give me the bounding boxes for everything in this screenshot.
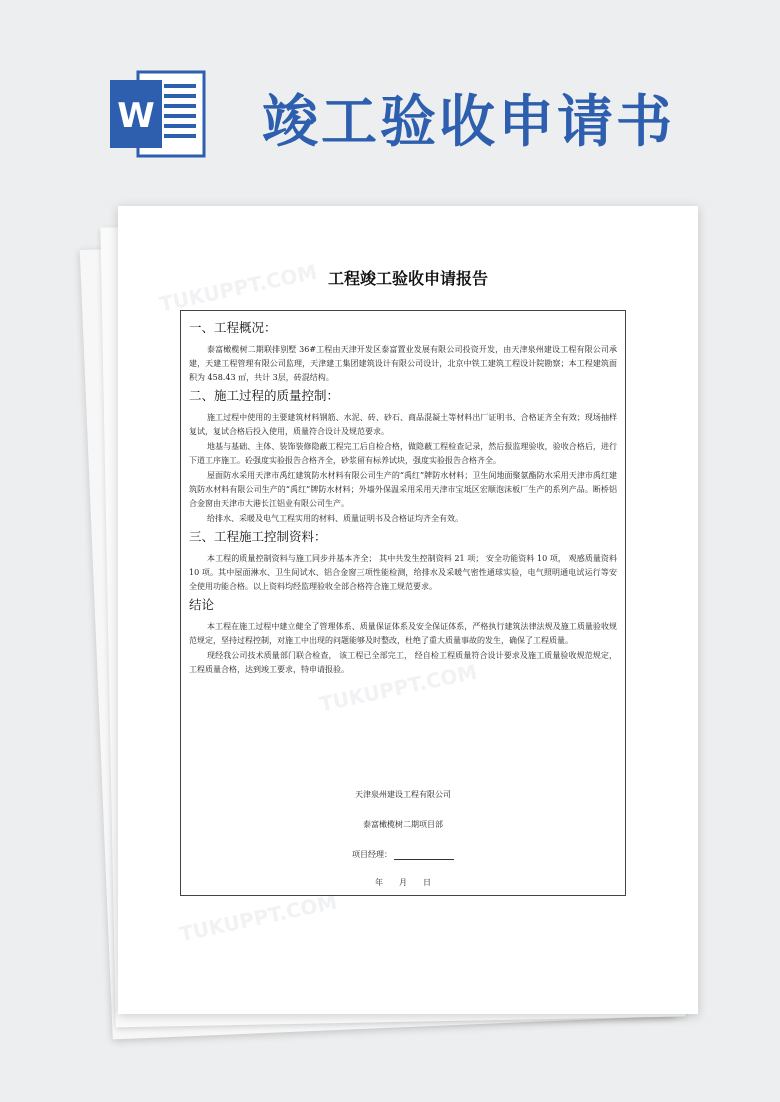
watermark: TUKUPPT.COM <box>317 659 480 717</box>
watermark: TUKUPPT.COM <box>177 889 340 947</box>
watermark: TUKUPPT.COM <box>157 259 320 317</box>
header-banner <box>0 0 780 190</box>
report-frame <box>180 310 626 896</box>
paragraph: 施工过程中使用的主要建筑材料钢筋、水泥、砖、砂石、商品混凝土等材料出厂证明书、合格证齐全有效；现场抽样复试，复试合格后投入使用，质量符合设计及规范要求。 <box>189 413 617 436</box>
manager-label: 项目经理： <box>352 850 392 859</box>
paragraph: 地基与基础、主体、装饰装修隐蔽工程完工后自检合格，做隐蔽工程检查记录，然后报监理验收，验收合格后，进行下道工序施工。砼强度实验报告合格齐全，砂浆留有标养试块，强度实验报告合格齐全。 <box>189 442 617 465</box>
section-heading: 结论 <box>189 597 215 612</box>
section-heading: 一、工程概况： <box>189 320 277 335</box>
banner-title: 竣工验收申请书 <box>262 90 675 155</box>
word-document-icon <box>108 68 208 160</box>
signature-manager <box>181 849 625 860</box>
paragraph: 给排水、采暖及电气工程实用的材料、质量证明书及合格证均齐全有效。 <box>207 514 463 523</box>
manager-signature-line <box>394 859 454 860</box>
signature-date: 年 月 日 <box>375 878 431 887</box>
paragraph: 现经我公司技术质量部门联合检查， 该工程已全部完工， 经自检工程质量符合设计要求及施工质量验收规范规定，工程质量合格，达到竣工要求，特申请报验。 <box>189 651 617 674</box>
paragraph: 泰富橄榄树二期联排别墅 36#工程由天津开发区泰富置业发展有限公司投资开发，由天津泉州建设工程有限公司承建，天建工程管理有限公司监理，天津建工集团建筑设计有限公司设计，北京中铁工建筑工程设计院勘察；本工程建筑面积为 458.43 ㎡，共计 3层，砖混结构。 <box>189 345 617 382</box>
signature-department: 泰富橄榄树二期项目部 <box>363 820 443 829</box>
signature-company: 天津泉州建设工程有限公司 <box>355 790 451 799</box>
document-title: 工程竣工验收申请报告 <box>327 269 488 288</box>
paragraph: 屋面防水采用天津市禹红建筑防水材料有限公司生产的“禹红”牌防水材料；卫生间地面聚氨酯防水采用天津市禹红建筑防水材料有限公司生产的“禹红”牌防水材料；外墙外保温采用采用天津市宝坻区宏顺泡沫板厂生产的系列产品。断桥铝合金窗由天津市大港长江铝业有限公司生产。 <box>189 471 617 508</box>
document-page <box>118 206 698 1014</box>
section-heading: 二、施工过程的质量控制： <box>189 388 340 403</box>
paragraph: 本工程在施工过程中建立健全了管理体系、质量保证体系及安全保证体系，严格执行建筑法律法规及施工质量验收规范规定，坚持过程控制，对施工中出现的问题能够及时整改，杜绝了重大质量事故的发生，确保了工程质量。 <box>189 622 617 645</box>
logo-letter: W <box>117 96 155 136</box>
section-heading: 三、工程施工控制资料： <box>189 529 327 544</box>
paragraph: 本工程的质量控制资料与施工同步并基本齐全； 其中共发生控制资料 21 项； 安全功能资料 10 项， 观感质量资料 10 项。其中屋面淋水、卫生间试水、铝合金窗三项性能检测，给排水及采暖气密性通球实验，电气照明通电试运行等安全使用功能合格。以上资料均经监理验收全部合格符合施工规范要求。 <box>189 554 617 591</box>
